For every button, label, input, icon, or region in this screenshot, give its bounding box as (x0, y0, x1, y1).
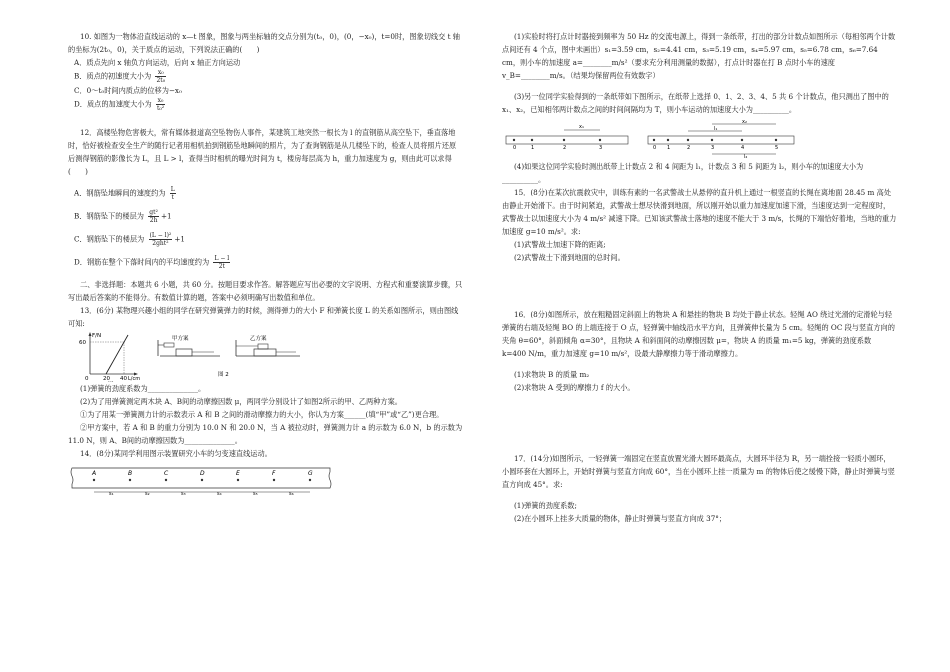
figure-2-schemes (158, 334, 300, 378)
q17-part-2: (2)在小圆环上挂多大质量的物体，静止时弹簧与竖直方向成 37°； (514, 514, 727, 523)
q14-part-4: (4)如果这位同学实验时测出纸带上计数点 2 和 4 间距为 l₁，计数点 3 和 5 间距为 l₂，则小车的加速度大小为__________。 (502, 162, 864, 184)
right-column (502, 30, 897, 525)
q10-option-b-fraction (155, 69, 166, 84)
q12-option-c-tail: +1 (174, 234, 185, 244)
tape-left-tick-2: 2 (563, 145, 567, 151)
q12-option-b-fraction (148, 209, 159, 224)
q14-stem: 14．(8分)某同学利用图示装置研究小车的匀变速直线运动。 (80, 449, 272, 458)
figure-1-graph (79, 332, 140, 382)
q12-option-a-text: A．钢筋坠地瞬间的速度约为 (74, 188, 166, 198)
left-column (68, 30, 463, 498)
tape-left-dot-3 (599, 139, 601, 141)
q12-option-c (68, 232, 463, 247)
tape-left-x1: x₁ (579, 124, 584, 130)
q15-part-1: (1)武警战士加速下降的距离; (514, 240, 606, 249)
plan-a-label: 甲方案 (172, 336, 189, 342)
tape-segment-1: s₁ (109, 491, 114, 496)
q12-option-c-text: C．钢筋坠下的楼层为 (74, 234, 145, 244)
q10-option-b (68, 69, 463, 84)
q12-option-d-text: D．钢筋在整个下落时间内的平均速度约为 (74, 257, 210, 267)
tape-right-tick-5: 5 (775, 145, 779, 151)
tape-right-l1: l₁ (714, 126, 718, 132)
tape-right-dot-3 (711, 139, 713, 141)
tape-label-B: B (128, 470, 133, 477)
numerator: (L − l)² (149, 232, 172, 239)
tape-right-dot-0 (653, 139, 655, 141)
tape-dot-F (273, 479, 275, 481)
fig2-caption: 图 2 (218, 372, 229, 378)
tape-label-C: C (164, 470, 169, 477)
q13-stem: 13．(6分) 某物理兴趣小组的同学在研究弹簧弹力的时候，测得弹力的大小 F 和弹簧长度 L 的关系如图所示，则由图线可知: (68, 306, 459, 328)
q12-option-b-text: B．钢筋坠下的楼层为 (74, 211, 144, 221)
tape-label-F: F (272, 470, 276, 477)
q13-figures (68, 330, 328, 382)
tape-right-tick-0: 0 (653, 145, 657, 151)
numerator: gt² (149, 209, 158, 216)
numerator: x₀ (155, 69, 166, 77)
q12-option-a-fraction (170, 186, 176, 201)
q10-stem: 10. 如图为一物体沿直线运动的 x—t 图象，图象与两坐标轴的交点分别为(t₀，0)，(0，−x₀)，t=0时，图象切线交 t 轴的坐标为(2t₀，0)，关于质点的运动，下列说法正确的( ) (68, 32, 460, 54)
tape-segment-4: s₄ (217, 491, 222, 496)
section-2-instructions: 二、非选择题：本题共 6 小题，共 60 分。按题目要求作答。解答题应写出必要的文字说明、方程式和重要演算步骤，只写出最后答案的不能得分。有数值计算的题，答案中必须明确写出数值和单位。 (68, 280, 463, 302)
tape-label-D: D (200, 470, 205, 477)
plan-b-label: 乙方案 (250, 336, 267, 342)
q14-tapes-pair (502, 118, 802, 158)
tape-right-x2: x₂ (742, 119, 747, 125)
q16-part-2: (2)求物块 A 受到的摩擦力 f 的大小。 (514, 383, 635, 392)
denominator: 2ght² (152, 240, 169, 247)
q10-option-b-text: B．质点的初速度大小为 (74, 71, 152, 81)
numerator: L (170, 186, 175, 193)
tape-left-tick-3: 3 (599, 145, 603, 151)
tape-right-dot-5 (775, 139, 777, 141)
fig1-origin: 0 (85, 376, 89, 382)
tape-left-tick-1: 1 (531, 145, 535, 151)
q12-option-b-tail: +1 (160, 211, 172, 221)
tape-label-A: A (92, 470, 97, 477)
q15-part-2: (2)武警战士下滑到地面的总时间。 (514, 253, 625, 262)
tape-label-E: E (236, 470, 240, 477)
tape-segment-5: s₅ (253, 491, 258, 496)
q10-option-d (68, 97, 463, 112)
tape-labels (91, 470, 313, 481)
denominator: 2t (218, 263, 225, 270)
tape-right-tick-2: 2 (687, 145, 691, 151)
q10-option-d-fraction (156, 97, 165, 112)
tape-dot-E (237, 479, 239, 481)
fig1-y-label: F/N (92, 333, 102, 339)
numerator: L − l (214, 255, 230, 262)
q10-option-a: A．质点先向 x 轴负方向运动，后向 x 轴正方向运动 (74, 58, 241, 67)
tape-segments (94, 491, 310, 496)
tape-right-tick-4: 4 (741, 145, 745, 151)
tape-right-l2: l₂ (744, 154, 748, 158)
tape-dot-B (129, 479, 131, 481)
tape-dot-A (93, 479, 95, 481)
q12-option-d (68, 255, 463, 270)
q16-stem: 16．(8分)如图所示，放在粗糙固定斜面上的物块 A 和悬挂的物块 B 均处于静止状态。轻绳 AO 绕过光滑的定滑轮与轻弹簧的右端及轻绳 BO 的上端连接于 O 点，轻弹簧中轴线沿水平方向，且弹簧伸长量为 5 cm。轻绳的 OC 段与竖直方向的夹角 θ=60°，斜面倾角 α=30°，且物块 A 和斜面间的动摩擦因数 μ=，物块 A 的质量 m₁=5 kg，弹簧的劲度系数 k=400 N/m，重力加速度 g=10 m/s²，设最大静摩擦力等于滑动摩擦力。 (502, 310, 895, 358)
tape-right-tick-1: 1 (667, 145, 671, 151)
tape-segment-6: s₆ (289, 491, 294, 496)
q14-part-3: (3)另一位同学实验得到的一条纸带如下图所示，在纸带上选择 0、1、2、3、4、5 共 6 个计数点，他只测出了图中的 x₁、x₂，已知相邻两计数点之间的时间间隔均为 T，则小车运动的加速度大小为__________。 (502, 92, 889, 114)
q10-option-c: C．0～t₀时间内质点的位移为−x₀ (74, 86, 182, 95)
tape-left (506, 124, 628, 151)
tape-left-dot-0 (513, 139, 515, 141)
tape-segment-3: s₃ (181, 491, 186, 496)
tape-right (648, 119, 794, 158)
tape-right-tick-3: 3 (711, 145, 715, 151)
q14-paper-tape (68, 462, 338, 496)
q16-part-1: (1)求物块 B 的质量 m₂ (514, 370, 590, 379)
fig1-x-20: 20 (103, 376, 110, 382)
q13-part-2: (2)为了用弹簧测定两木块 A、B间的动摩擦因数 μ，两同学分别设计了如图2所示的甲、乙两种方案。 (80, 397, 402, 406)
tape-right-dot-1 (667, 139, 669, 141)
tape-dot-C (165, 479, 167, 481)
tape-dot-G (309, 479, 311, 481)
tape-right-dot-4 (741, 139, 743, 141)
numerator: x₀ (157, 97, 164, 104)
q12-option-d-fraction (213, 255, 230, 270)
denominator: 2t₀ (156, 77, 166, 84)
q12-option-a (68, 186, 463, 201)
q13-part-1: (1)弹簧的劲度系数为______________。 (80, 384, 206, 393)
tape-label-G: G (308, 470, 313, 477)
tape-right-dot-2 (687, 139, 689, 141)
tape-dot-D (201, 479, 203, 481)
tape-left-dot-1 (531, 139, 533, 141)
tape-left-dot-2 (563, 139, 565, 141)
q13-part-2-1: ①为了用某一弹簧测力计的示数表示 A 和 B 之间的滑动摩擦力的大小，你认为方案______(填“甲”或“乙”)更合理。 (80, 410, 444, 419)
denominator: t₀² (156, 105, 165, 112)
fig1-x-unit: L/cm (128, 376, 141, 382)
fig1-y-60: 60 (79, 340, 86, 346)
q10-option-d-text: D．质点的加速度大小为 (74, 99, 152, 109)
tape-segment-2: s₂ (145, 491, 150, 496)
q13-part-2-2: ②甲方案中，若 A 和 B 的重力分别为 10.0 N 和 20.0 N，当 A 被拉动时，弹簧测力计 a 的示数为 6.0 N，b 的示数为 11.0 N，则 A、B间的动摩擦因数为______________。 (68, 423, 463, 445)
q14-part-1: (1)实验时将打点计时器接到频率为 50 Hz 的交流电源上，得到一条纸带，打出的部分计数点如图所示（每相邻两个计数点间还有 4 个点，图中未画出）s₁=3.59 cm，s₂=4.41 cm，s₃=5.19 cm，s₄=5.97 cm，s₅=6.78 cm，s₆=7.64 cm，则小车的加速度 a=________m/s²（要求充分利用测量的数据），打点计时器在打 B 点时小车的速度 v_B=________m/s。（结果均保留两位有效数字） (502, 32, 896, 80)
denominator: t (171, 194, 174, 201)
q12-option-b (68, 209, 463, 224)
q15-stem: 15．(8分)在某次抗震救灾中，训练有素的一名武警战士从悬停的直升机上通过一根竖直的长绳在离地面 28.45 m 高处由静止开始滑下。由于时间紧迫，武警战士想尽快滑到地面，所以刚开始以重力加速度加速下滑，当速度达到一定程度时，武警战士以加速度大小为 4 m/s² 减速下降。已知该武警战士落地的速度不能大于 3 m/s，长绳的下端恰好着地，当地的重力加速度 g=10 m/s²。求: (502, 188, 897, 236)
q17-stem: 17．(14分)如图所示，一轻弹簧一端固定在竖直放置光滑大圆环最高点，大圆环半径为 R，另一端拴接一轻质小圆环，小圆环套在大圆环上，开始时弹簧与竖直方向成 60°，当在小圆环上挂一质量为 m 的物体后使之缓慢下降，静止时弹簧与竖直方向成 45°。求: (502, 454, 895, 489)
tape-left-tick-0: 0 (513, 145, 517, 151)
q12-stem: 12．高楼坠物危害极大，常有媒体报道高空坠物伤人事件，某建筑工地突然一根长为 l 的直钢筋从高空坠下，垂直落地时，恰好被检查安全生产的随行记者用相机拍到钢筋坠地瞬间的照片，为了查询钢筋是从几楼坠下的，检查人员将照片还原后测得钢筋的影像长为 L，且 L > l，查得当时相机的曝光时间为 t，楼房每层高为 h，重力加速度为 g，则由此可以求得( ) (68, 128, 457, 176)
fig1-x-40: 40 (120, 376, 127, 382)
q17-part-1: (1)弹簧的劲度系数; (514, 501, 577, 510)
q12-option-c-fraction (149, 232, 173, 247)
denominator: 2h (149, 217, 158, 224)
